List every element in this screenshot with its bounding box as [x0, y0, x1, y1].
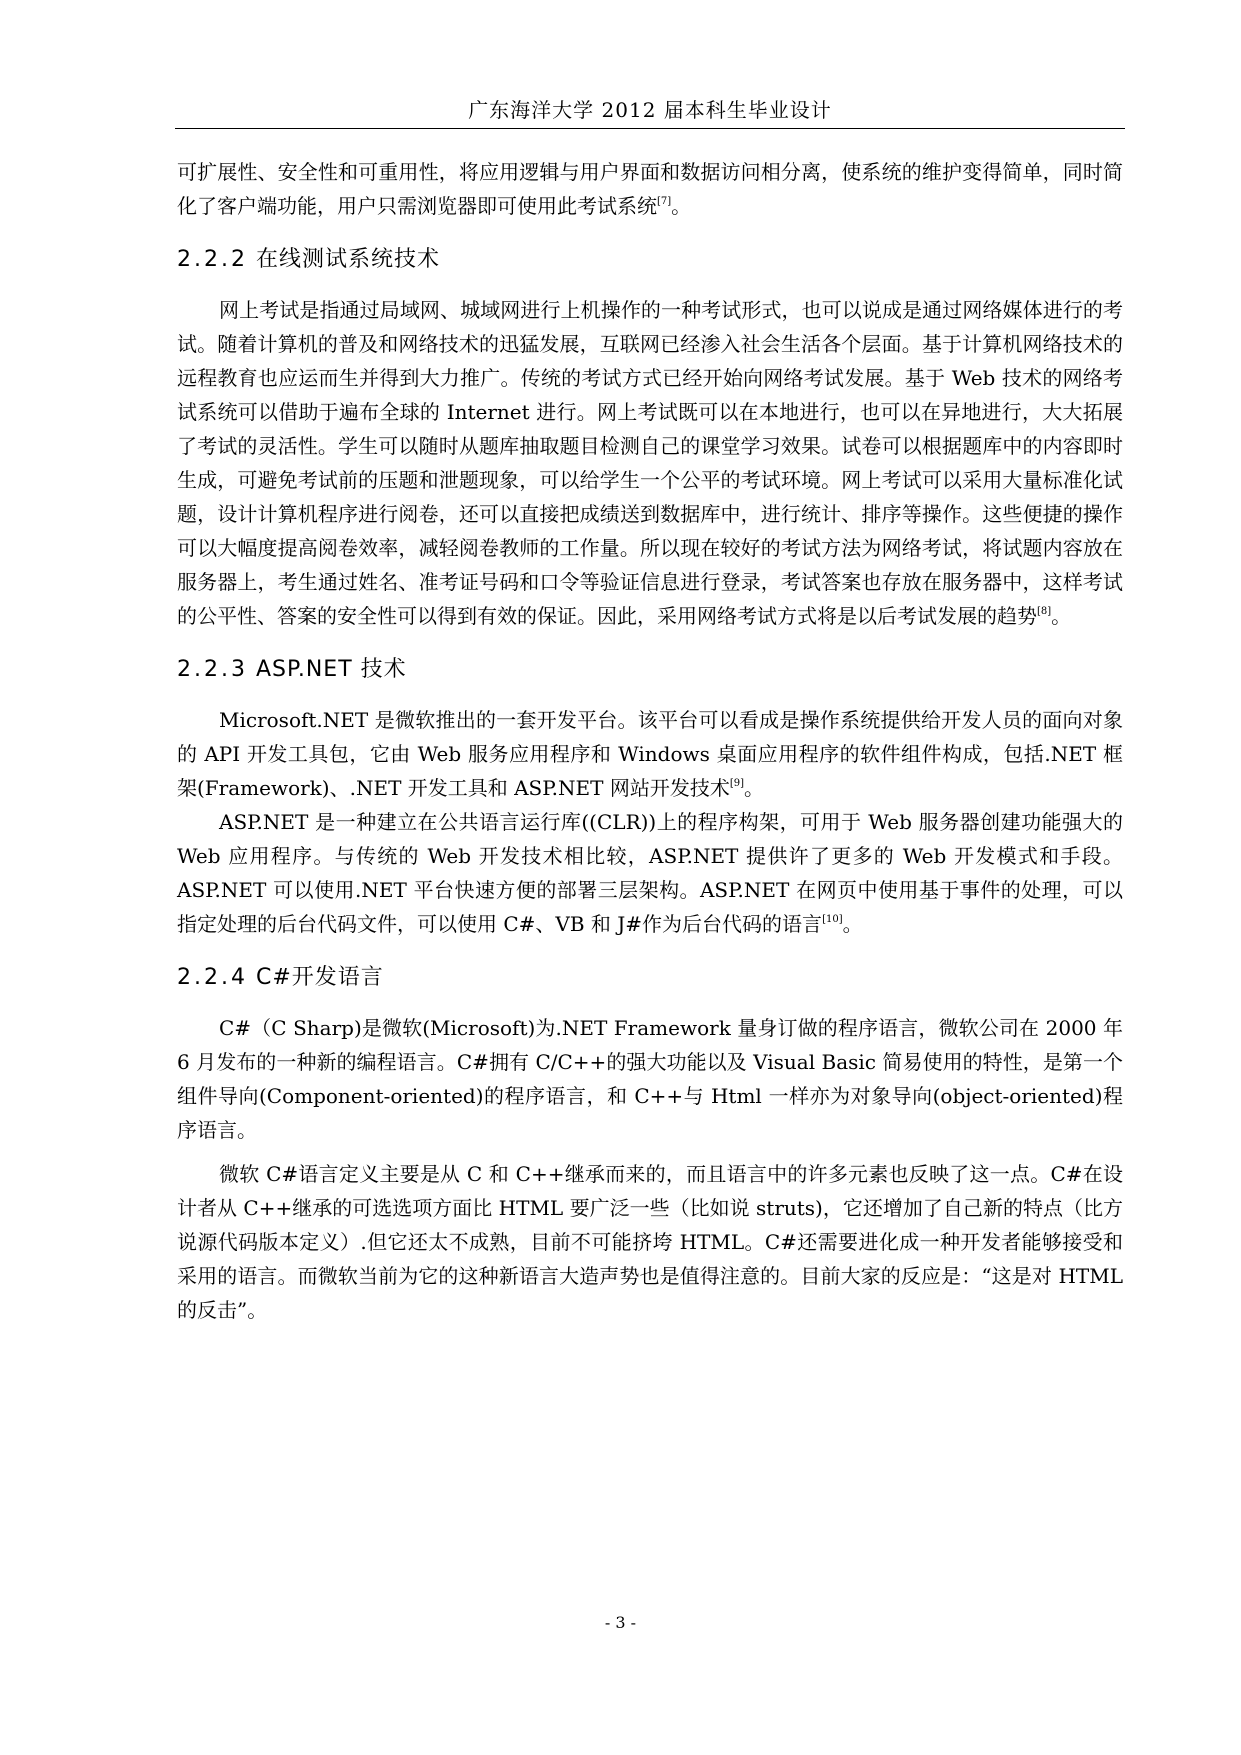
section-heading [177, 245, 1123, 275]
body-paragraph [177, 1011, 1123, 1147]
paragraph-text: C#（C Sharp)是微软(Microsoft)为.NET Framework 量身订做的程序语言，微软公司在 2000 年 6 月发布的一种新的编程语言。C#拥有 C/C++的强大功能以及 Visual Basic 简易使用的特性，是第一个组件导向(Component-oriented)的程序语言，和 C++与 Html 一样亦为对象导向(object-oriented)程序语言。 [177, 1016, 1123, 1142]
paragraph-text: 可扩展性、安全性和可重用性，将应用逻辑与用户界面和数据访问相分离，使系统的维护变得简单，同时简化了客户端功能，用户只需浏览器即可使用此考试系统 [177, 160, 1123, 218]
section-title: ASP.NET 技术 [255, 657, 407, 682]
header-divider [175, 128, 1125, 129]
section-number: 2.2.2 [177, 247, 248, 272]
page-header [175, 96, 1125, 124]
header-title: 广东海洋大学 2012 届本科生毕业设计 [468, 98, 832, 122]
citation: [7] [657, 196, 672, 207]
paragraph-end: 。 [671, 194, 692, 218]
section-title: 在线测试系统技术 [255, 247, 440, 272]
section-number: 2.2.3 [177, 657, 248, 682]
body-paragraph [177, 1157, 1123, 1327]
document-body [177, 155, 1123, 1327]
body-paragraph [177, 293, 1123, 633]
paragraph-end: 。 [1051, 604, 1072, 628]
section-heading [177, 655, 1123, 685]
paragraph-text: 网上考试是指通过局域网、城域网进行上机操作的一种考试形式，也可以说成是通过网络媒体进行的考试。随着计算机的普及和网络技术的迅猛发展，互联网已经渗入社会生活各个层面。基于计算机网络技术的远程教育也应运而生并得到大力推广。传统的考试方式已经开始向网络考试发展。基于 Web 技术的网络考试系统可以借助于遍布全球的 Internet 进行。网上考试既可以在本地进行，也可以在异地进行，大大拓展了考试的灵活性。学生可以随时从题库抽取题目检测自己的课堂学习效果。试卷可以根据题库中的内容即时生成，可避免考试前的压题和泄题现象，可以给学生一个公平的考试环境。网上考试可以采用大量标准化试题，设计计算机程序进行阅卷，还可以直接把成绩送到数据库中，进行统计、排序等操作。这些便捷的操作可以大幅度提高阅卷效率，减轻阅卷教师的工作量。所以现在较好的考试方法为网络考试，将试题内容放在服务器上，考生通过姓名、准考证号码和口令等验证信息进行登录，考试答案也存放在服务器中，这样考试的公平性、答案的安全性可以得到有效的保证。因此，采用网络考试方式将是以后考试发展的趋势 [177, 298, 1123, 628]
section-heading [177, 963, 1123, 993]
paragraph-end: 。 [744, 776, 764, 800]
section-title: C#开发语言 [255, 965, 384, 990]
citation: [8] [1037, 606, 1052, 617]
intro-paragraph [177, 155, 1123, 223]
paragraph-end: 。 [842, 912, 863, 936]
paragraph-text: 微软 C#语言定义主要是从 C 和 C++继承而来的，而且语言中的许多元素也反映了这一点。C#在设计者从 C++继承的可选选项方面比 HTML 要广泛一些（比如说 struts)，它还增加了自己新的特点（比方说源代码版本定义）.但它还太不成熟，目前不可能挤垮 HTML。C#还需要进化成一种开发者能够接受和采用的语言。而微软当前为它的这种新语言大造声势也是值得注意的。目前大家的反应是：“这是对 HTML 的反击”。 [177, 1162, 1123, 1322]
citation: [9] [729, 778, 744, 789]
citation: [10] [822, 914, 843, 925]
body-paragraph [177, 805, 1123, 941]
paragraph-text: ASP.NET 是一种建立在公共语言运行库((CLR))上的程序构架，可用于 Web 服务器创建功能强大的 Web 应用程序。与传统的 Web 开发技术相比较，ASP.NET 提供许了更多的 Web 开发模式和手段。ASP.NET 可以使用.NET 平台快速方便的部署三层架构。ASP.NET 在网页中使用基于事件的处理，可以指定处理的后台代码文件，可以使用 C#、VB 和 J#作为后台代码的语言 [177, 810, 1123, 936]
section-number: 2.2.4 [177, 965, 248, 990]
page-number: - 3 - [604, 1613, 637, 1632]
paragraph-text: Microsoft.NET 是微软推出的一套开发平台。该平台可以看成是操作系统提供给开发人员的面向对象的 API 开发工具包，它由 Web 服务应用程序和 Windows 桌面应用程序的软件组件构成，包括.NET 框架(Framework)、.NET 开发工具和 ASP.NET 网站开发技术 [177, 708, 1123, 800]
body-paragraph [177, 703, 1123, 805]
